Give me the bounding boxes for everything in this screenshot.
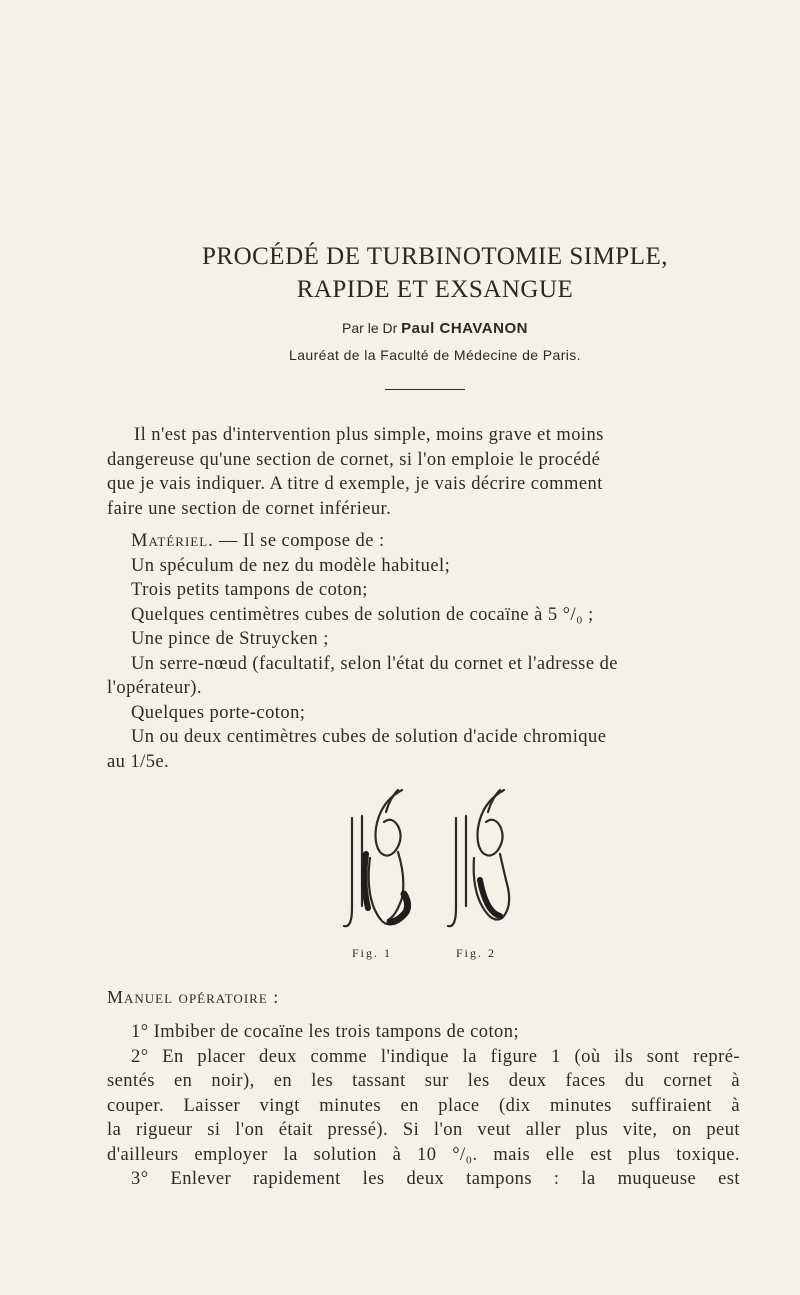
byline-prefix: Par le Dr xyxy=(342,320,398,336)
list-item-continuation: l'opérateur). xyxy=(107,678,202,698)
step-line: 2° En placer deux comme l'indique la figure 1 (où ils sont repré- xyxy=(131,1046,740,1067)
operative-steps xyxy=(107,1020,740,1192)
figure-1-drawing xyxy=(344,790,408,926)
step-line: la rigueur si l'on était pressé). Si l'on veut aller plus vite, on peut xyxy=(107,1120,740,1140)
materiel-heading-line xyxy=(107,529,740,554)
list-item: Un serre-nœud (facultatif, selon l'état du cornet et l'adresse de xyxy=(131,653,618,674)
separator-rule xyxy=(385,389,465,390)
intro-line: faire une section de cornet inférieur. xyxy=(107,498,392,519)
figures-illustration xyxy=(340,788,530,968)
byline xyxy=(0,320,800,337)
article-title-line-1: PROCÉDÉ DE TURBINOTOMIE SIMPLE, xyxy=(202,243,668,270)
list-item: Trois petits tampons de coton; xyxy=(131,580,368,600)
step-line: 3° Enlever rapidement les deux tampons : la muqueuse est xyxy=(131,1169,740,1189)
article-title-line-2: RAPIDE ET EXSANGUE xyxy=(296,276,574,303)
step-line: couper. Laisser vingt minutes en place (dix minutes suffiraient à xyxy=(107,1095,740,1116)
figure-2-caption: Fig. 2 xyxy=(456,946,497,960)
materiel-heading: Matériel. xyxy=(131,531,214,551)
figure-2-drawing xyxy=(448,790,509,926)
author-name: Paul CHAVANON xyxy=(401,320,528,337)
list-item: Une pince de Struycken ; xyxy=(131,629,329,649)
step-line: 1° Imbiber de cocaïne les trois tampons de coton; xyxy=(131,1022,520,1042)
step-line: d'ailleurs employer la solution à 10 °/₀. mais elle est plus toxique. xyxy=(107,1144,740,1165)
materiel-intro: — Il se compose de : xyxy=(213,531,385,551)
intro-line: que je vais indiquer. A titre d exemple, je vais décrire comment xyxy=(107,474,603,494)
list-item: Quelques porte-coton; xyxy=(131,702,306,723)
step-line: sentés en noir), en les tassant sur les deux faces du cornet à xyxy=(107,1071,740,1091)
manuel-heading: Manuel opératoire : xyxy=(107,987,280,1007)
figure-1-caption: Fig. 1 xyxy=(352,946,393,960)
intro-line: Il n'est pas d'intervention plus simple, moins grave et moins xyxy=(134,425,604,445)
list-item-continuation: au 1/5e. xyxy=(107,751,170,772)
materials-list xyxy=(107,529,740,774)
list-item: Quelques centimètres cubes de solution de cocaïne à 5 °/₀ ; xyxy=(131,604,594,625)
author-affiliation: Lauréat de la Faculté de Médecine de Paris. xyxy=(289,347,581,363)
intro-line: dangereuse qu'une section de cornet, si l'on emploie le procédé xyxy=(107,449,601,470)
list-item: Un spéculum de nez du modèle habituel; xyxy=(131,555,451,576)
list-item: Un ou deux centimètres cubes de solution d'acide chromique xyxy=(131,727,607,747)
intro-paragraph xyxy=(107,423,740,521)
